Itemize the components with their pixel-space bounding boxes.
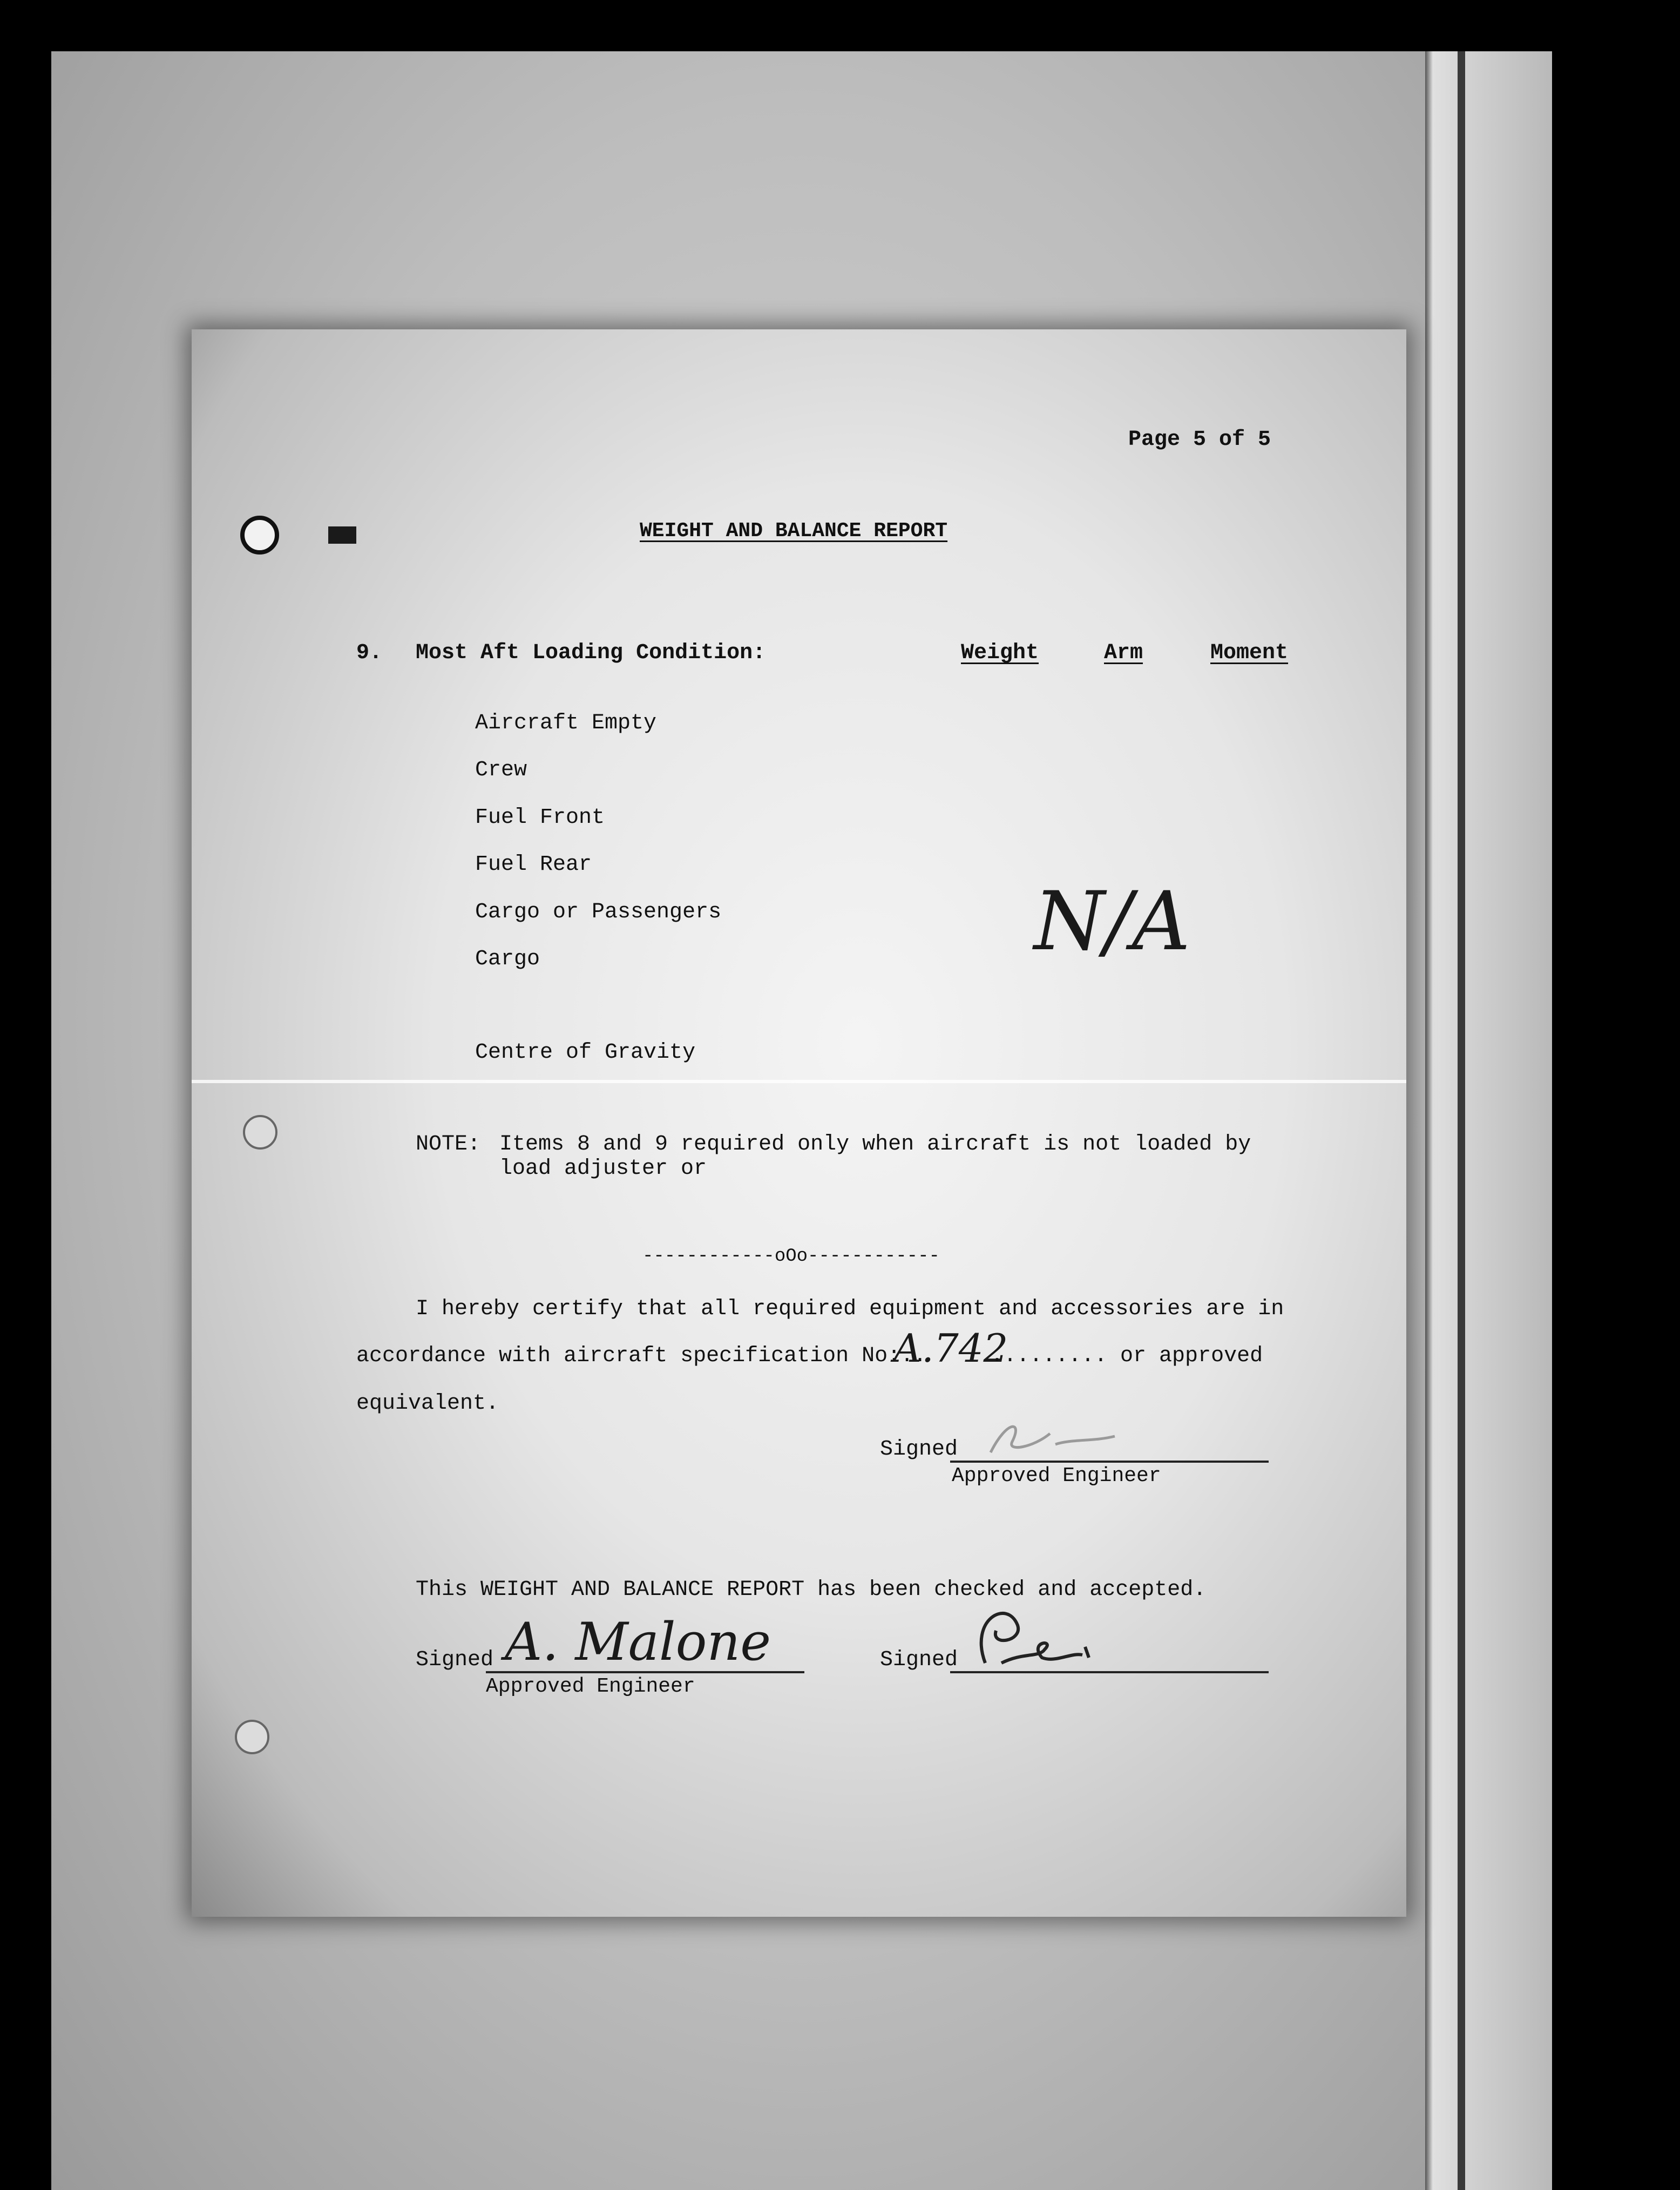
punch-hole-top <box>240 516 279 555</box>
handwritten-na: N/A <box>1034 875 1191 969</box>
certification-line-2-prefix: accordance with aircraft specification No:.. <box>356 1344 927 1368</box>
certification-line-2-suffix: ......... or approved <box>991 1344 1263 1368</box>
acceptance-right-signature-line <box>950 1671 1269 1673</box>
engineer-signed-label: Signed <box>880 1437 958 1462</box>
centre-of-gravity-label: Centre of Gravity <box>475 1040 696 1065</box>
note-label: NOTE: <box>416 1132 481 1157</box>
acceptance-left-role: Approved Engineer <box>486 1675 695 1698</box>
column-weight: Weight <box>961 641 1039 665</box>
item-fuel-front: Fuel Front <box>475 806 605 830</box>
section-heading: Most Aft Loading Condition: <box>416 641 766 665</box>
note-line-1: Items 8 and 9 required only when aircraft is not loaded by <box>499 1132 1251 1157</box>
acceptance-left-signature: A. Malone <box>505 1612 771 1672</box>
column-moment: Moment <box>1210 641 1289 665</box>
certification-line-3: equivalent. <box>356 1391 499 1416</box>
spec-number: A.742 <box>893 1326 1008 1371</box>
report-title: WEIGHT AND BALANCE REPORT <box>640 519 948 543</box>
item-crew: Crew <box>475 758 527 782</box>
acceptance-left-signed-label: Signed <box>416 1648 494 1672</box>
item-cargo: Cargo <box>475 947 540 971</box>
backing-edge <box>1425 51 1552 2190</box>
paper-clip-mark <box>328 526 356 544</box>
note-line-2: load adjuster or <box>499 1157 707 1181</box>
report-page <box>192 329 1406 1917</box>
page-number: Page 5 of 5 <box>1128 428 1271 452</box>
column-arm: Arm <box>1104 641 1143 665</box>
acceptance-right-signature <box>947 1587 1109 1668</box>
engineer-role: Approved Engineer <box>952 1464 1161 1488</box>
item-aircraft-empty: Aircraft Empty <box>475 711 657 735</box>
punch-hole-middle <box>243 1115 277 1150</box>
fold-crease <box>192 1080 1406 1083</box>
separator: ------------oOo------------ <box>642 1246 940 1267</box>
section-number: 9. <box>356 641 383 665</box>
punch-hole-bottom <box>235 1720 269 1754</box>
item-cargo-or-passengers: Cargo or Passengers <box>475 900 722 924</box>
acceptance-right-signed-label: Signed <box>880 1648 958 1672</box>
item-fuel-rear: Fuel Rear <box>475 853 592 877</box>
certification-line-1: I hereby certify that all required equipment and accessories are in <box>416 1297 1284 1321</box>
engineer-signature <box>974 1415 1126 1463</box>
acceptance-statement: This WEIGHT AND BALANCE REPORT has been checked and accepted. <box>416 1578 1207 1602</box>
